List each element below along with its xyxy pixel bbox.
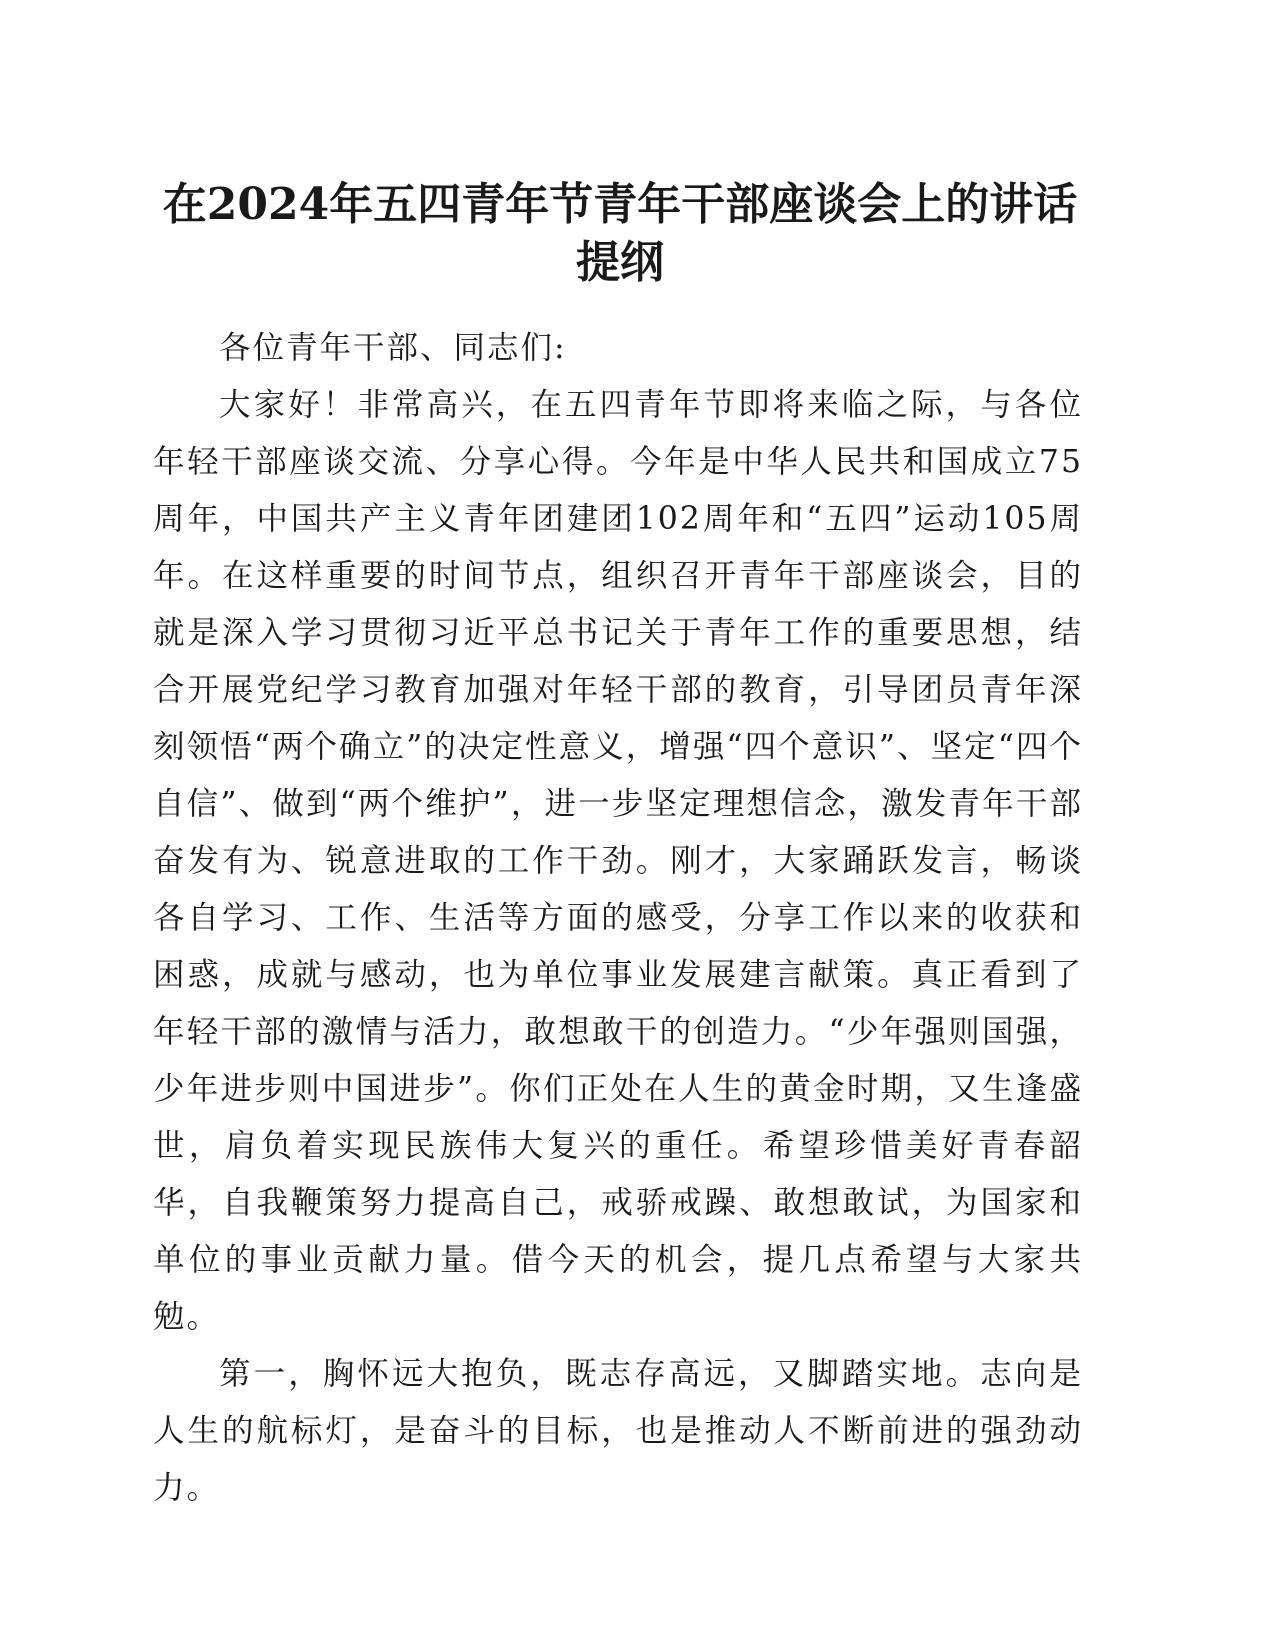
document-title-line-2: 提纲 [576,237,664,288]
document-title-line-1: 在2024年五四青年节青年干部座谈会上的讲话 [162,179,1078,230]
document-title [150,176,1090,292]
document-body [153,320,1083,1517]
paragraph-first-point: 第一，胸怀远大抱负，既志存高远，又脚踏实地。志向是人生的航标灯，是奋斗的目标，也是推动人不断前进的强劲动力。 [153,1356,1083,1506]
salutation: 各位青年干部、同志们: [219,330,567,366]
paragraph-opening: 大家好！非常高兴，在五四青年节即将来临之际，与各位年轻干部座谈交流、分享心得。今年是中华人民共和国成立75周年，中国共产主义青年团建团102周年和“五四”运动105周年。在这样重要的时间节点，组织召开青年干部座谈会，目的就是深入学习贯彻习近平总书记关于青年工作的重要思想，结合开展党纪学习教育加强对年轻干部的教育，引导团员青年深刻领悟“两个确立”的决定性意义，增强“四个意识”、坚定“四个自信”、做到“两个维护”，进一步坚定理想信念，激发青年干部奋发有为、锐意进取的工作干劲。刚才，大家踊跃发言，畅谈各自学习、工作、生活等方面的感受，分享工作以来的收获和困惑，成就与感动，也为单位事业发展建言献策。真正看到了年轻干部的激情与活力，敢想敢干的创造力。“少年强则国强，少年进步则中国进步”。你们正处在人生的黄金时期，又生逢盛世，肩负着实现民族伟大复兴的重任。希望珍惜美好青春韶华，自我鞭策努力提高自己，戒骄戒躁、敢想敢试，为国家和单位的事业贡献力量。借今天的机会，提几点希望与大家共勉。 [153,387,1083,1335]
